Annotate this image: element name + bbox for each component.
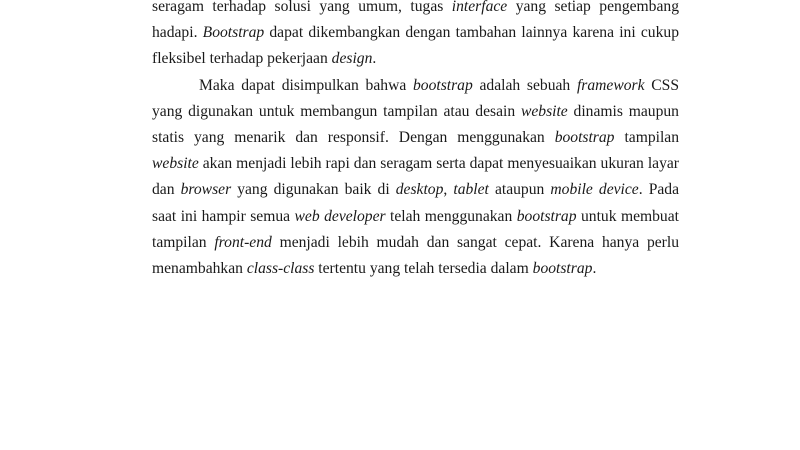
text-run: akan menjadi lebih rapi dan seragam serta dapat menyesuaikan ukuran layar [198,155,679,173]
text-run: tampilan [614,128,680,146]
text-run: menjadi lebih mudah dan sangat cepat. Karena hanya perlu [271,233,680,251]
text-line [152,99,679,125]
italic-term: mobile device [550,181,639,199]
text-run: menambahkan [152,259,247,277]
text-line [152,230,679,256]
text-run: seragam terhadap solusi yang umum, tugas [152,0,452,15]
text-run: tertentu yang telah tersedia dalam [314,259,533,277]
text-run: . [592,259,597,277]
text-run: Maka dapat disimpulkan bahwa [199,76,413,94]
italic-term: bootstrap [412,76,473,94]
text-run: fleksibel terhadap pekerjaan [152,50,332,68]
paragraph-conclusion [152,73,679,283]
text-line [152,73,679,99]
text-line [152,256,679,282]
italic-term: web developer [294,207,386,225]
text-run: ataupun [488,181,551,199]
text-line [152,20,679,46]
text-run: dinamis maupun [567,102,679,120]
italic-term: design [331,50,373,68]
text-run: tampilan [152,233,215,251]
italic-term: framework [576,76,645,94]
text-run: dapat dikembangkan dengan tambahan lainnya karena ini cukup [264,24,679,42]
italic-term: interface [451,0,508,15]
text-run: . Pada [638,181,679,199]
text-run: , [443,181,454,199]
text-line [152,125,679,151]
italic-term: Bootstrap [202,24,265,42]
italic-term: website [520,102,568,120]
text-run: . [372,50,377,68]
body-text [152,0,679,282]
italic-term: front-end [214,233,272,251]
text-line [152,46,679,72]
text-run: yang setiap pengembang [507,0,679,15]
text-run: dan [152,181,181,199]
italic-term: desktop [395,181,444,199]
italic-term: website [152,155,199,173]
text-run: CSS [644,76,680,94]
text-run: telah menggunakan [385,207,517,225]
text-run: hadapi. [152,24,203,42]
text-run: statis yang menarik dan responsif. Dengan menggunakan [152,128,555,146]
text-line [152,204,679,230]
italic-term: browser [180,181,232,199]
text-run: untuk membuat [576,207,679,225]
text-run: yang digunakan untuk membangun tampilan atau desain [152,102,521,120]
italic-term: bootstrap [516,207,577,225]
paragraph-continuation [152,0,679,73]
text-run: adalah sebuah [472,76,577,94]
text-line [152,151,679,177]
italic-term: tablet [453,181,489,199]
italic-term: bootstrap [554,128,615,146]
text-line [152,0,679,20]
text-line [152,177,679,203]
text-run: saat ini hampir semua [152,207,295,225]
text-run: yang digunakan baik di [231,181,396,199]
italic-term: bootstrap [532,259,593,277]
italic-term: class-class [246,259,315,277]
